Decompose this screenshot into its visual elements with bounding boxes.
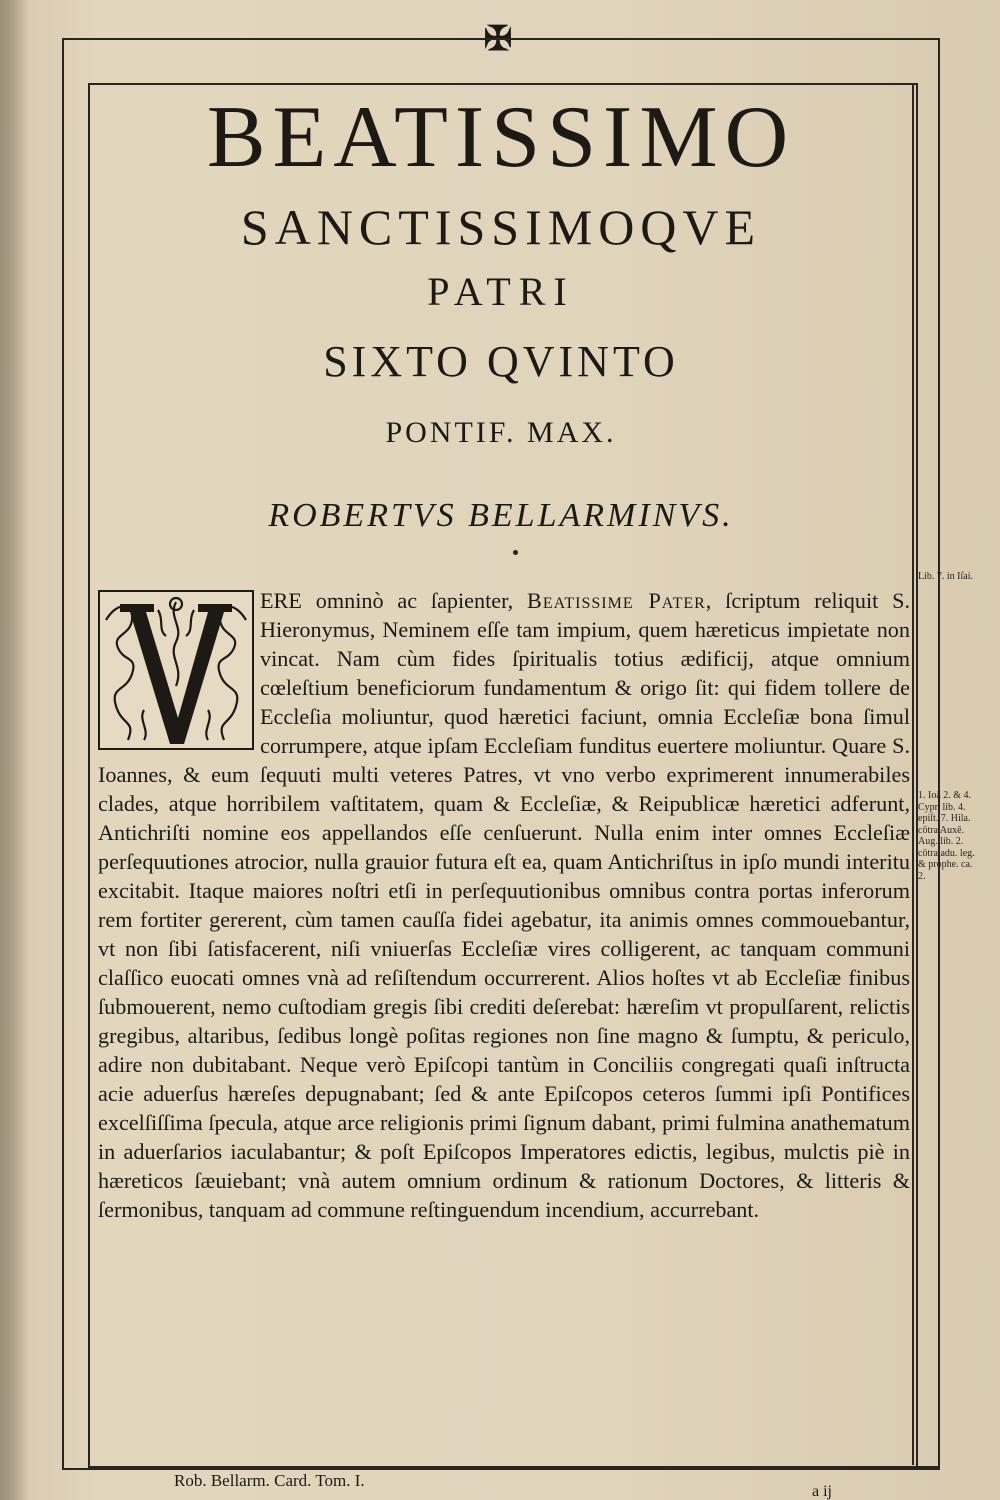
dedication-body-text: [98, 586, 910, 1224]
separator-dot: [513, 550, 518, 555]
marginal-note-2: 1. Ioā 2. & 4. Cypr. lib. 4. epiſt. 7. Hila. cōtra Auxē. Aug. lib. 2. cōtra adu. leg. & prophe. ca. 2.: [918, 790, 975, 882]
body-lead-text: ERE omninò ac ſapienter,: [260, 588, 528, 613]
title-line-patri: PATRI: [427, 269, 575, 314]
footer-rule: [88, 1466, 938, 1468]
footer-signature-mark: a ij: [812, 1483, 832, 1500]
title-line-sixto-quinto: SIXTO QVINTO: [323, 337, 679, 386]
footer-signature-line: Rob. Bellarm. Card. Tom. I.: [174, 1471, 365, 1490]
title-line-beatissimo: BEATISSIMO: [206, 89, 796, 186]
title-line-pontif-max: PONTIF. MAX.: [385, 416, 617, 449]
cross-ornament: ✠: [483, 21, 513, 58]
margin-rule: [912, 83, 914, 1465]
marginal-note-1: Lib. 7. in Iſai.: [918, 571, 973, 582]
author-line: ROBERTVS BELLARMINVS.: [268, 497, 734, 534]
body-lead-caps: Beatissime Pater: [527, 588, 706, 613]
spine-shadow: [0, 0, 28, 1500]
title-line-sanctissimoque: SANCTISSIMOQVE: [240, 199, 762, 255]
body-main-text: , ſcriptum reliquit S. Hieronymus, Neminem eſſe tam impium, quem hæreticus impietate non vincat. Nam cùm fides ſpiritualis totius ædificij, atque omnium cœleſtium beneficiorum fundamentum & origo ſit: qui fidem tollere de Eccleſia moliuntur, quod hæretici faciunt, omnia Eccleſiæ bona ſimul corrumpere, atque ipſam Eccleſiam funditus euertere moliuntur. Quare S. Ioannes, & eum ſequuti multi veteres Patres, vt vno verbo exprimerent innumerabiles clades, atque horribilem vaſtitatem, quam & Eccleſiæ, & Reipublicæ hæretici adferunt, Antichriſti nomine eos appellandos eſſe cenſuerunt. Nulla enim inter omnes Eccleſiæ perſequutiones atrocior, nulla grauior futura eſt ea, quam Antichriſtus in ipſo mundi interitu excitabit. Itaque maiores noſtri etſi in perſequutionibus omnibus contra portas inferorum rem fortiter gererent, cùm tamen cauſſa fidei agebatur, ita animis omnes commouebantur, vt non ſibi ſatisfacerent, niſi vniuerſas Eccleſiæ vires colligerent, ac tanquam communi claſſico euocati omnes vnà ad reſiſtendum occurrerent. Alios hoſtes vt ab Eccleſiæ finibus ſubmouerent, nemo cuſtodiam gregis ſibi crediti deſerebat: hæreſim vt propulſarent, relictis gregibus, altaribus, ſedibus longè poſitas regiones non ſine magno & ſumptu, & periculo, adire non dubitabant. Neque verò Epiſcopi tantùm in Conciliis congregati quaſi inſtructa acie aduerſus hæreſes depugnabant; ſed & ante Epiſcopos ceteros ſummi ipſi Pontifices excelſiſſima ſpecula, atque arce religionis primi ſignum dabant, primi fulmina anathematum in aduerſarios iaculabantur; & poſt Epiſcopos Imperatores edictis, legibus, mulctis piè in hæreticos ſæuiebant; vnà autem omnium ordinum & rationum Doctores, & litteris & ſermonibus, tanquam ad commune reſtinguendum incendium, accurrebant.: [98, 588, 911, 1222]
